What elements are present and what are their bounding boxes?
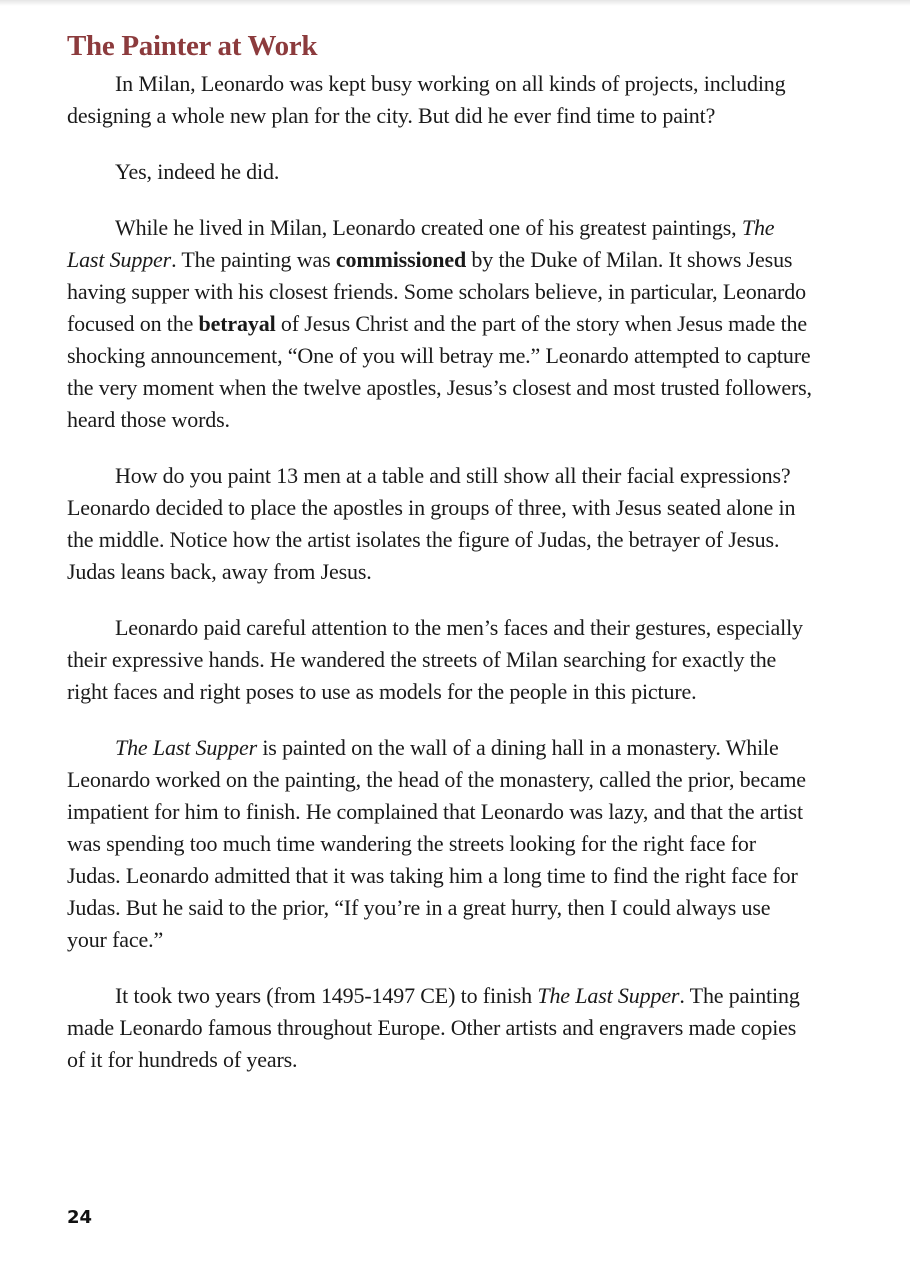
page-number: 24	[67, 1207, 93, 1228]
section-title: The Painter at Work	[67, 30, 318, 62]
text-segment: by the Duke of Milan. It shows Jesus having supper with his closest friends. Some scholars believe, in particular, Leonardo focused on the	[67, 247, 806, 336]
page-content	[67, 28, 812, 1100]
text-segment: is painted on the wall of a dining hall in a monastery. While Leonardo worked on the painting, the head of the monastery, called the prior, became impatient for him to finish. He complained that Leonardo was lazy, and that the artist was spending too much time wandering the streets looking for the right face for Judas. Leonardo admitted that it was taking him a long time to find the right face for Judas. But he said to the prior, “If you’re in a great hurry, then I could always use your face.”	[67, 735, 806, 952]
text-segment: Leonardo paid careful attention to the men’s faces and their gestures, especially their expressive hands. He wandered the streets of Milan searching for exactly the right faces and right poses to use as models for the people in this picture.	[67, 615, 803, 704]
text-segment: . The painting made Leonardo famous throughout Europe. Other artists and engravers made copies of it for hundreds of years.	[67, 983, 800, 1072]
italic-title-text: The Last Supper	[115, 735, 257, 760]
text-segment: In Milan, Leonardo was kept busy working on all kinds of projects, including designing a whole new plan for the city. But did he ever find time to paint?	[67, 71, 786, 128]
paragraph	[67, 612, 812, 708]
vocabulary-term: betrayal	[198, 311, 276, 336]
paragraph	[67, 156, 812, 188]
page-top-shadow	[0, 0, 910, 6]
vocabulary-term: commissioned	[335, 247, 467, 272]
text-segment: How do you paint 13 men at a table and still show all their facial expressions? Leonardo decided to place the apostles in groups of three, with Jesus seated alone in the middle. Notice how the artist isolates the figure of Judas, the betrayer of Jesus. Judas leans back, away from Jesus.	[67, 463, 796, 584]
italic-title-text: The Last Supper	[537, 983, 680, 1008]
paragraph	[67, 732, 812, 956]
text-segment: Yes, indeed he did.	[115, 159, 280, 184]
paragraph	[67, 980, 812, 1076]
text-segment: . The painting was	[171, 247, 336, 272]
text-segment: While he lived in Milan, Leonardo created one of his greatest paintings,	[115, 215, 742, 240]
paragraph	[67, 68, 812, 132]
paragraph	[67, 460, 812, 588]
text-segment: of Jesus Christ and the part of the story when Jesus made the shocking announcement, “One of you will betray me.” Leonardo attempted to capture the very moment when the twelve apostles, Jesus’s closest and most trusted followers, heard those words.	[67, 311, 812, 432]
italic-title-text: The Last Supper	[67, 215, 775, 272]
body-text	[67, 68, 812, 1076]
paragraph	[67, 212, 812, 436]
text-segment: It took two years (from 1495-1497 CE) to finish	[115, 983, 538, 1008]
